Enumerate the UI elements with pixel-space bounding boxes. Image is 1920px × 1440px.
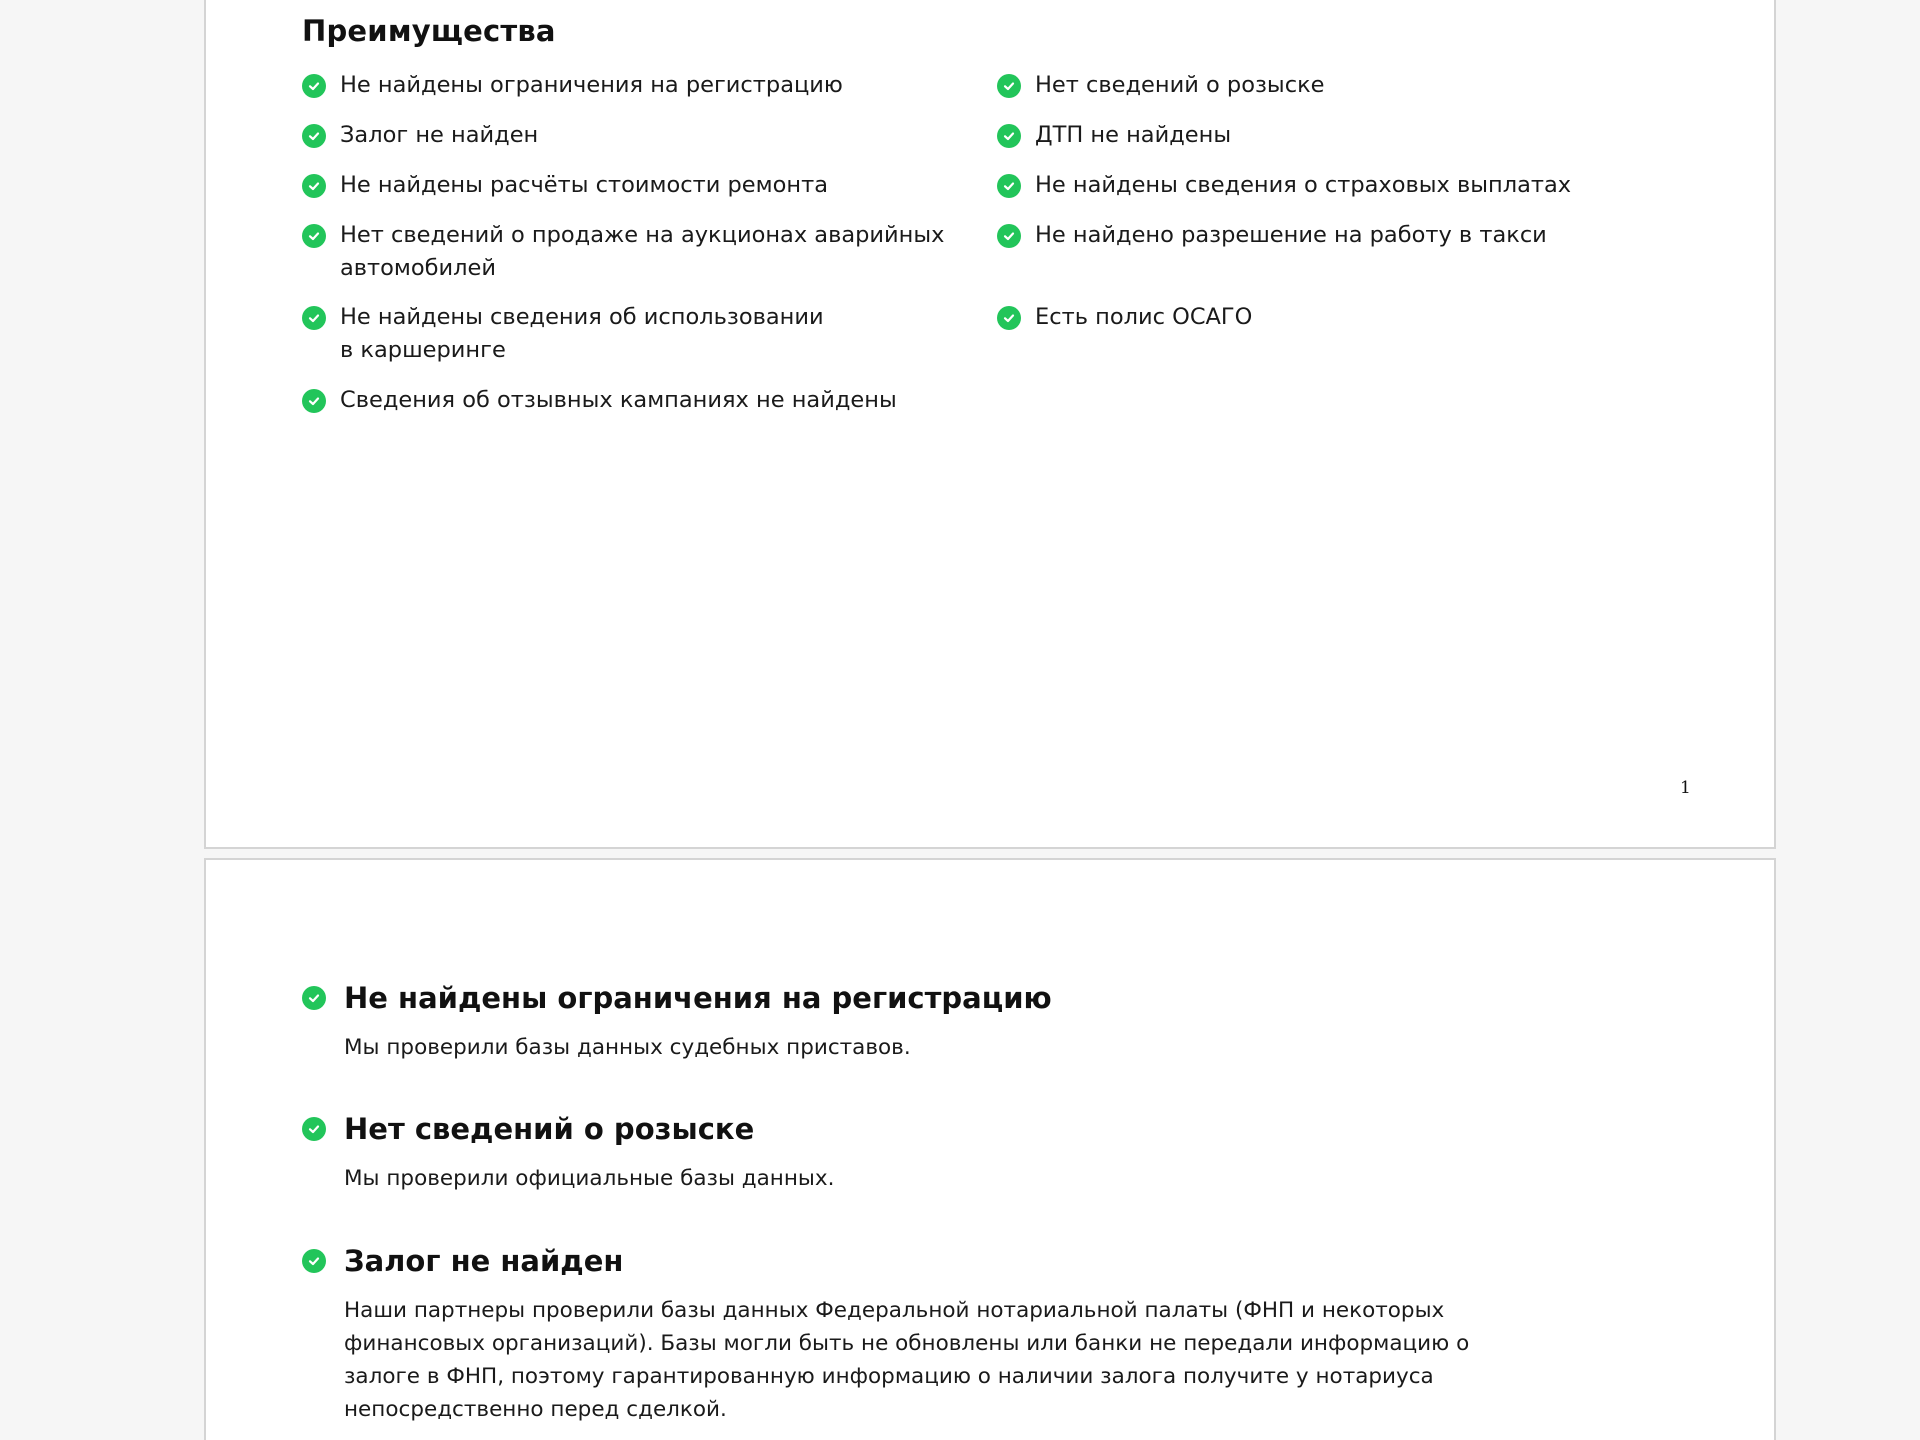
advantages-title: Преимущества xyxy=(302,14,556,48)
advantage-text-line: Не найдены сведения об использовании xyxy=(340,304,824,330)
advantage-text: Не найдены ограничения на регистрацию xyxy=(340,72,843,98)
advantage-text: Не найдены расчёты стоимости ремонта xyxy=(340,172,828,198)
advantage-text: Есть полис ОСАГО xyxy=(1035,304,1253,330)
page-1 xyxy=(204,0,1776,849)
detail-body xyxy=(344,1162,834,1195)
detail-body-line: Наши партнеры проверили базы данных Федеральной нотариальной палаты (ФНП и некоторых xyxy=(344,1298,1445,1323)
check-circle-icon xyxy=(302,1117,326,1141)
detail-body xyxy=(344,1031,911,1064)
detail-body-line: Мы проверили официальные базы данных. xyxy=(344,1166,835,1191)
check-circle-icon xyxy=(302,389,326,413)
advantage-text-line: автомобилей xyxy=(340,255,497,281)
check-circle-icon xyxy=(997,224,1021,248)
check-circle-icon xyxy=(997,306,1021,330)
detail-title: Залог не найден xyxy=(344,1244,624,1278)
advantage-text-line: в каршеринге xyxy=(340,337,506,363)
detail-body-line: Мы проверили базы данных судебных приставов. xyxy=(344,1035,911,1060)
detail-title: Не найдены ограничения на регистрацию xyxy=(344,981,1052,1015)
detail-title: Нет сведений о розыске xyxy=(344,1112,755,1146)
advantage-text: Нет сведений о розыске xyxy=(1035,72,1325,98)
advantage-text: Не найдено разрешение на работу в такси xyxy=(1035,222,1547,248)
check-circle-icon xyxy=(302,224,326,248)
check-circle-icon xyxy=(302,1249,326,1273)
detail-body-line: финансовых организаций). Базы могли быть не обновлены или банки не передали информацию о xyxy=(344,1331,1470,1356)
check-circle-icon xyxy=(302,124,326,148)
check-circle-icon xyxy=(997,124,1021,148)
check-circle-icon xyxy=(997,74,1021,98)
detail-body-line: залоге в ФНП, поэтому гарантированную информацию о наличии залога получите у нотариуса xyxy=(344,1364,1434,1389)
check-circle-icon xyxy=(302,306,326,330)
check-circle-icon xyxy=(302,74,326,98)
check-circle-icon xyxy=(302,986,326,1010)
page-2 xyxy=(204,858,1776,1440)
detail-body-line: непосредственно перед сделкой. xyxy=(344,1397,727,1422)
advantage-text-line: Нет сведений о продаже на аукционах аварийных xyxy=(340,222,945,248)
detail-body xyxy=(344,1294,1469,1426)
advantage-text: Не найдены сведения о страховых выплатах xyxy=(1035,172,1572,198)
check-circle-icon xyxy=(302,174,326,198)
check-circle-icon xyxy=(997,174,1021,198)
page-number: 1 xyxy=(1680,778,1691,798)
advantage-text: ДТП не найдены xyxy=(1035,122,1232,148)
advantage-text: Залог не найден xyxy=(340,122,539,148)
advantage-text: Сведения об отзывных кампаниях не найдены xyxy=(340,387,897,413)
